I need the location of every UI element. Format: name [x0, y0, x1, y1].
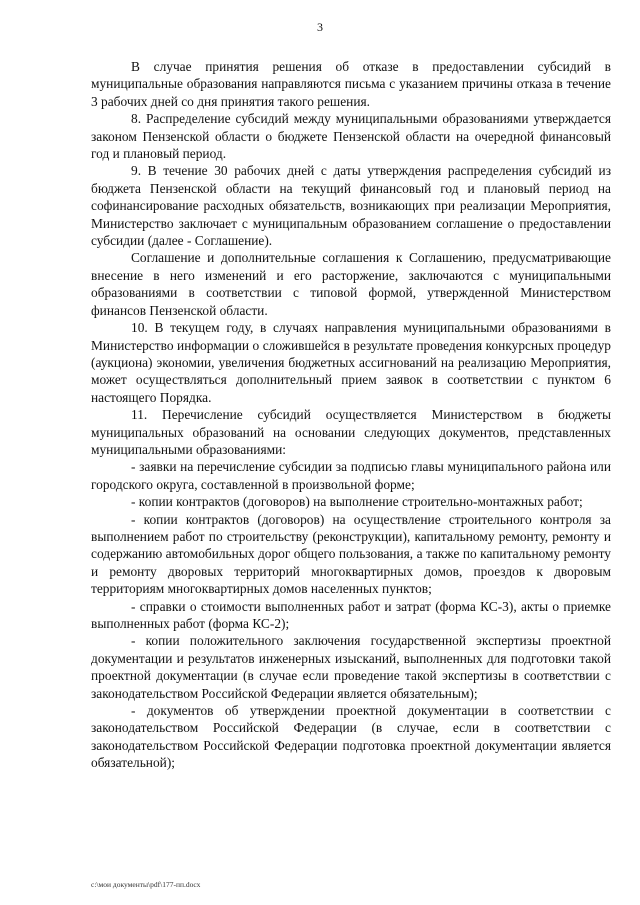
paragraph-9: 9. В течение 30 рабочих дней с даты утверждения распределения субсидий из бюджета Пензенской области на текущий финансовый год и плановый период на софинансирование расходных обязательств, возникающих при реализации Мероприятия, Министерство заключает с муниципальным образованием соглашение о предоставлении субсидии (далее - Соглашение).: [91, 163, 611, 249]
paragraph-10: 10. В текущем году, в случаях направления муниципальными образованиями в Министерство информации о сложившейся в результате проведения конкурсных процедур (аукциона) экономии, увеличения бюджетных ассигнований на реализацию Мероприятия, может осуществляться дополнительный прием заявок в соответствии с пунктом 6 настоящего Порядка.: [91, 320, 611, 405]
paragraph-8: 8. Распределение субсидий между муниципальными образованиями утверждается законом Пензенской области о бюджете Пензенской области на очередной финансовый год и плановый период.: [91, 111, 611, 162]
list-item-design-approval: - документов об утверждении проектной документации в соответствии с законодательством Российской Федерации (в случае, если в соответствии с законодательством Российской Федерации подготовка проектной документации является обязательной);: [91, 703, 611, 771]
list-item-application: - заявки на перечисление субсидии за подписью главы муниципального района или городского округа, составленной в произвольной форме;: [91, 459, 611, 492]
document-body: [91, 58, 611, 772]
paragraph-11: 11. Перечисление субсидий осуществляется Министерством в бюджеты муниципальных образований на основании следующих документов, представленных муниципальными образованиями:: [91, 407, 611, 457]
paragraph-agreements: Соглашение и дополнительные соглашения к Соглашению, предусматривающие внесение в него изменений и его расторжение, заключаются с муниципальными образованиями в соответствии с типовой формой, утвержденной Министерством финансов Пензенской области.: [91, 250, 611, 318]
paragraph-refusal-letters: В случае принятия решения об отказе в предоставлении субсидий в муниципальные образования направляются письма с указанием причины отказа в течение 3 рабочих дней со дня принятия такого решения.: [91, 59, 611, 109]
page-number: 3: [317, 20, 323, 34]
footer-file-path: c:\мои документы\pdf\177-пп.docx: [91, 880, 201, 889]
list-item-control-contracts: - копии контрактов (договоров) на осуществление строительного контроля за выполнением работ по строительству (реконструкции), капитальному ремонту, ремонту и содержанию автомобильных дорог общего пользования, а также по капитальному ремонту и ремонту дворовых территорий многоквартирных домов, проездов к дворовым территориям многоквартирных домов населенных пунктов;: [91, 511, 611, 597]
list-item-construction-contracts: - копии контрактов (договоров) на выполнение строительно-монтажных работ;: [131, 494, 583, 510]
list-item-cost-certificates: - справки о стоимости выполненных работ и затрат (форма КС-3), акты о приемке выполненных работ (форма КС-2);: [91, 598, 611, 631]
list-item-expertise-conclusion: - копии положительного заключения государственной экспертизы проектной документации и результатов инженерных изысканий, выполненных для подготовки такой проектной документации (в случае если проведение такой экспертизы в соответствии с законодательством Российской Федерации является обязательным);: [91, 633, 611, 701]
